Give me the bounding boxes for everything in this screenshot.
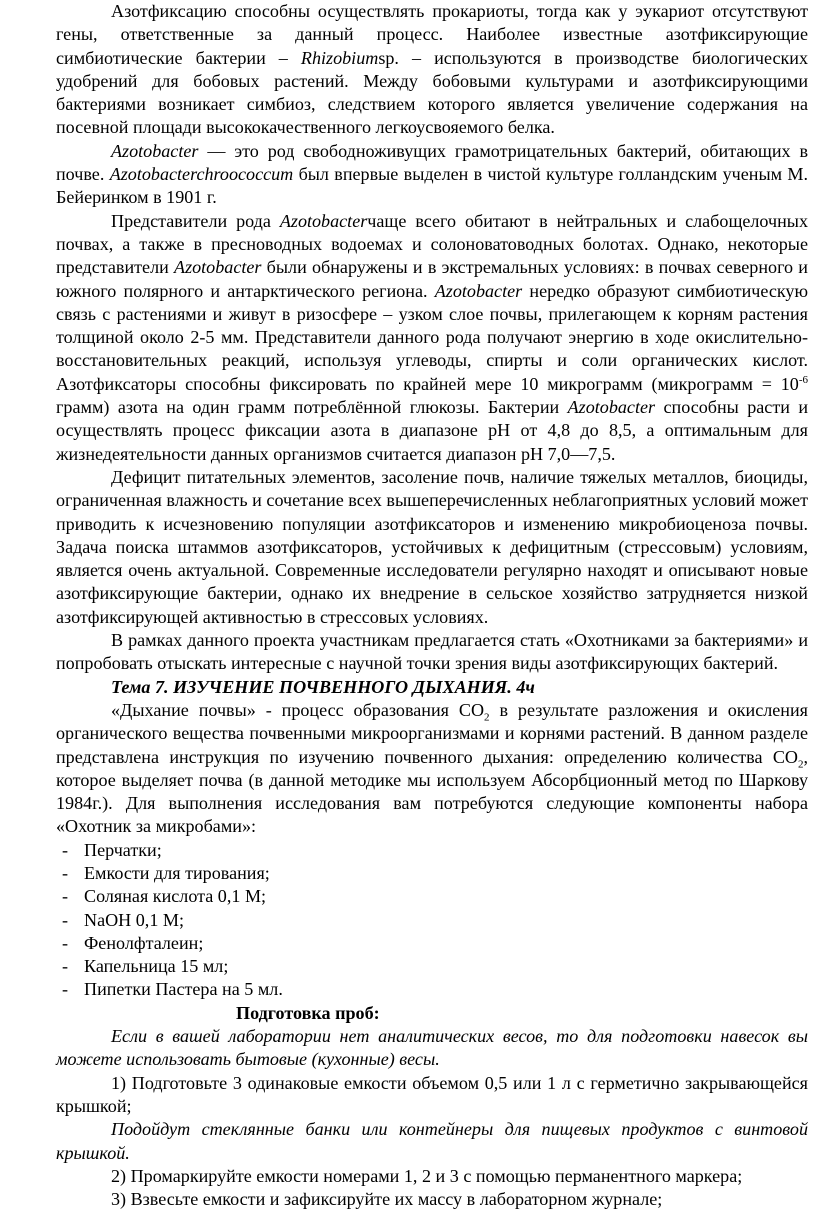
step-1: 1) Подготовьте 3 одинаковые емкости объемом 0,5 или 1 л с герметично закрывающейся крышкой; bbox=[56, 1072, 808, 1116]
list-item: - Перчатки; bbox=[62, 839, 808, 862]
italic-term: Azotobacterchroococcum bbox=[109, 164, 294, 185]
list-item: - Фенолфталеин; bbox=[62, 932, 808, 955]
paragraph-azotobacter-intro: Azotobacter — это род свободноживущих грамотрицательных бактерий, обитающих в почве. Azotobacterchroococcum был впервые выделен в чистой культуре голландским ученым М. Бейеринком в 1901 г. bbox=[56, 140, 808, 208]
italic-term: Azotobacter bbox=[279, 210, 368, 231]
subheading: Подготовка проб: bbox=[236, 1002, 380, 1023]
paragraph-nitrogen-fixation: Азотфиксацию способны осуществлять прокариоты, тогда как у эукариот отсутствуют гены, ответственные за данный процесс. Наиболее известные азотфиксирующие симбиотические бактерии – Rhizobiumsp. – используются в производстве биологических удобрений для бобовых растений. Между бобовыми культурами и азотфиксирующими бактериями возникает симбиоз, следствием которого является увеличение содержания на посевной площади высококачественного легкоусвояемого белка. bbox=[56, 1, 808, 138]
note-containers: Подойдут стеклянные банки или контейнеры для пищевых продуктов с винтовой крышкой. bbox=[56, 1119, 808, 1163]
subscript: 2 bbox=[797, 758, 804, 771]
list-item: - NaOH 0,1 М; bbox=[62, 909, 808, 932]
superscript: -6 bbox=[798, 373, 808, 386]
paragraph-azotobacter-habitat: Представители рода Azotobacterчаще всего обитают в нейтральных и слабощелочных почвах, а также в пресноводных водоемах и солоноватоводных болотах. Однако, некоторые представители Azotobacter были обнаружены и в экстремальных условиях: в почвах северного и южного полярного и антарктического региона. Azotobacter нередко образуют симбиотическую связь с растениями и живут в ризосфере – узком слое почвы, прилегающем к корням растения толщиной около 2-5 мм. Представители данного рода получают энергию в ходе окислительно-восстановительных реакций, используя углеводы, спирты и соли органических кислот. Азотфиксаторы способны фиксировать по крайней мере 10 микрограмм (микрограмм = $10^{-6}$ грамм) азота на один грамм потреблённой глюкозы. Бактерии Azotobacter способны расти и осуществлять процесс фиксации азота в диапазоне pH от 4,8 до 8,5, а оптимальным для жизнедеятельности данных организмов считается диапазон pH 7,0—7,5. bbox=[56, 210, 808, 464]
paragraph-deficit: Дефицит питательных элементов, засоление почв, наличие тяжелых металлов, биоциды, ограниченная влажность и сочетание всех вышеперечисленных неблагоприятных условий может приводить к исчезновению популяции азотфиксаторов и изменению микробиоценоза почвы. Задача поиска штаммов азотфиксаторов, устойчивых к дефицитным (стрессовым) условиям, является очень актуальной. Современные исследователи регулярно находят и описывают новые азотфиксирующие бактерии, однако их внедрение в сельское хозяйство затрудняется низкой азотфиксирующей активностью в стрессовых условиях. bbox=[56, 466, 808, 627]
italic-term: Rhizobium bbox=[300, 47, 379, 68]
step-3: 3) Взвесьте емкости и зафиксируйте их массу в лабораторном журнале; bbox=[111, 1189, 663, 1210]
subscript: 2 bbox=[484, 711, 490, 724]
components-list bbox=[56, 839, 808, 1002]
italic-term: Azotobacter bbox=[567, 397, 656, 418]
step-2: 2) Промаркируйте емкости номерами 1, 2 и 3 с помощью перманентного маркера; bbox=[111, 1165, 743, 1186]
italic-term: Azotobacter bbox=[434, 280, 523, 301]
list-item: - Пипетки Пастера на 5 мл. bbox=[62, 978, 808, 1001]
note-scales: Если в вашей лаборатории нет аналитических весов, то для подготовки навесок вы можете использовать бытовые (кухонные) весы. bbox=[56, 1026, 808, 1070]
list-item: - Соляная кислота 0,1 М; bbox=[62, 885, 808, 908]
paragraph-project: В рамках данного проекта участникам предлагается стать «Охотниками за бактериями» и попробовать отыскать интересные с научной точки зрения виды азотфиксирующих бактерий. bbox=[56, 630, 808, 674]
section-heading: Тема 7. ИЗУЧЕНИЕ ПОЧВЕННОГО ДЫХАНИЯ. 4ч bbox=[111, 676, 535, 697]
list-item: - Капельница 15 мл; bbox=[62, 955, 808, 978]
paragraph-soil-respiration: «Дыхание почвы» - процесс образования $CO_2$ в результате разложения и окисления органического вещества почвенными микроорганизмами и корнями растений. В данном разделе представлена инструкция по изучению почвенного дыхания: определению количества $CO_2$, которое выделяет почва (в данной методике мы используем Абсорбционный метод по Шаркову 1984г.). Для выполнения исследования вам потребуются следующие компоненты набора «Охотник за микробами»: bbox=[56, 699, 808, 837]
list-item: - Емкости для тирования; bbox=[62, 862, 808, 885]
italic-term: Azotobacter bbox=[174, 257, 262, 278]
italic-term: Azotobacter bbox=[111, 140, 199, 161]
